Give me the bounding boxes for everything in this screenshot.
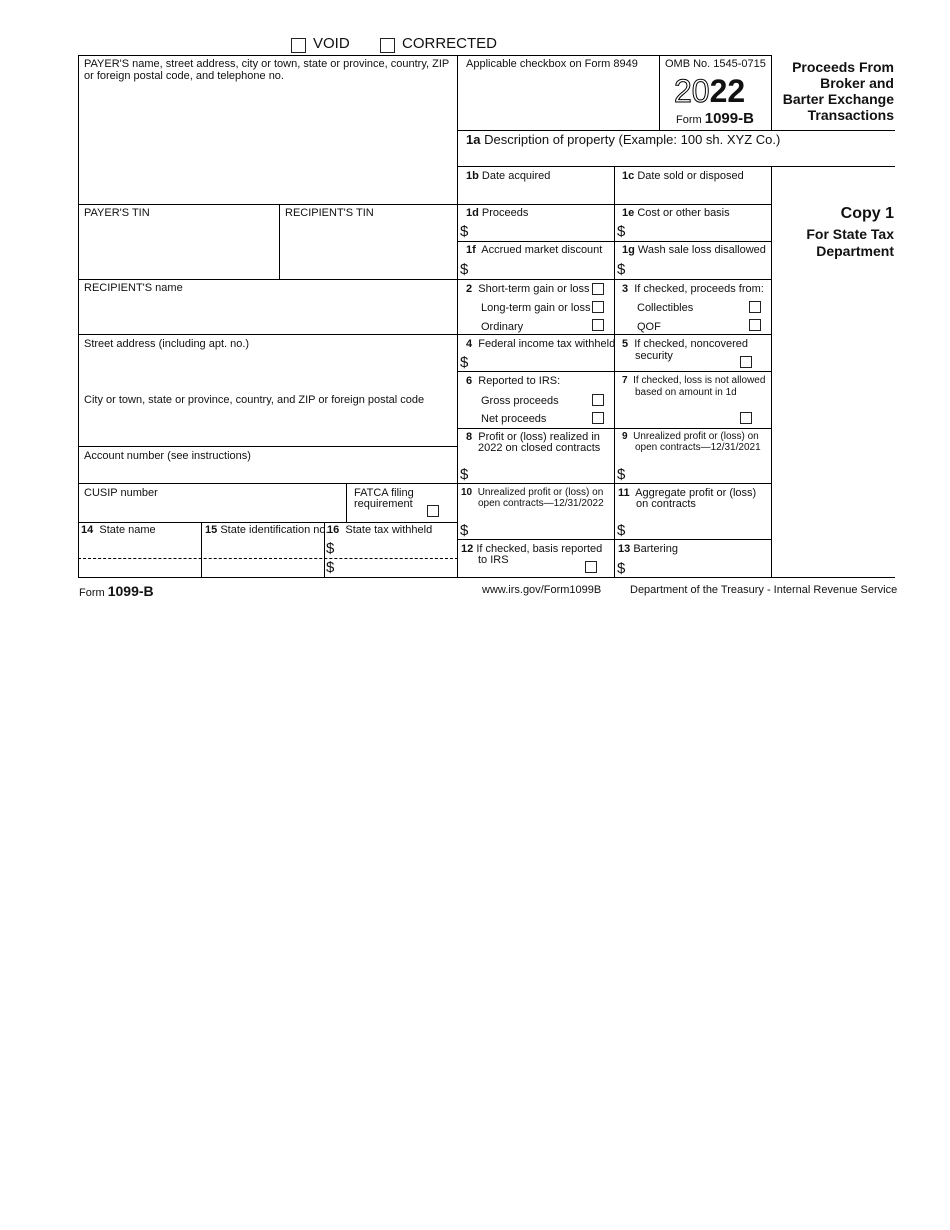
box3-collectibles-checkbox[interactable] (749, 301, 761, 313)
form-number-header: Form 1099-B (676, 110, 754, 127)
corrected-checkbox[interactable] (380, 38, 395, 53)
form-title-line3: Barter Exchange (782, 91, 894, 107)
box14-label: 14 State name (81, 524, 156, 536)
box1g-dollar: $ (617, 261, 626, 278)
box1c-label: 1c Date sold or disposed (622, 170, 744, 182)
tax-year: 2022 (674, 73, 746, 109)
footer-department: Department of the Treasury - Internal Revenue Service (630, 584, 898, 596)
box5-checkbox[interactable] (740, 356, 752, 368)
box1d-dollar: $ (460, 223, 469, 240)
footer-url: www.irs.gov/Form1099B (482, 584, 602, 596)
box13-label: 13 Bartering (618, 543, 678, 555)
payer-name-address-label: PAYER'S name, street address, city or town, state or province, country, ZIP or foreign postal code, and telephone no. (84, 58, 450, 82)
box2-ordinary-checkbox[interactable] (592, 319, 604, 331)
box11-label: 11 Aggregate profit or (loss) (618, 487, 757, 499)
box16-label: 16 State tax withheld (327, 524, 433, 536)
box13-dollar: $ (617, 560, 626, 577)
box4-label: 4 Federal income tax withheld (466, 338, 616, 350)
box9-label: 9 Unrealized profit or (loss) on (622, 431, 759, 442)
box6-net-label: Net proceeds (481, 413, 547, 425)
box10-label: 10 Unrealized profit or (loss) on (461, 487, 604, 498)
recipient-name-label: RECIPIENT'S name (84, 282, 183, 294)
box8-label-line2: 2022 on closed contracts (478, 442, 601, 454)
fatca-label-line2: requirement (354, 498, 413, 510)
box10-dollar: $ (460, 522, 469, 539)
box7-checkbox[interactable] (740, 412, 752, 424)
recipient-tin-label: RECIPIENT'S TIN (285, 207, 374, 219)
box2-long-term-label: Long-term gain or loss (481, 302, 591, 314)
city-state-zip-label: City or town, state or province, country, and ZIP or foreign postal code (84, 394, 425, 406)
form-title-line1: Proceeds From (792, 59, 894, 75)
form-title-line4: Transactions (807, 107, 894, 123)
corrected-label: CORRECTED (402, 35, 498, 52)
copy-line1: For State Tax (806, 226, 894, 242)
box4-dollar: $ (460, 354, 469, 371)
box2-short-term-checkbox[interactable] (592, 283, 604, 295)
box1d-label: 1d Proceeds (466, 207, 529, 219)
box1g-label: 1g Wash sale loss disallowed (622, 244, 766, 256)
account-number-label: Account number (see instructions) (84, 450, 251, 462)
street-address-label: Street address (including apt. no.) (84, 338, 250, 350)
void-checkbox[interactable] (291, 38, 306, 53)
box15-label: 15 State identification no. (205, 524, 329, 536)
box16-dollar-2: $ (326, 559, 335, 576)
box3-collectibles-label: Collectibles (637, 302, 694, 314)
box7-label: 7 If checked, loss is not allowed (622, 375, 766, 386)
box12-label-line2: to IRS (478, 554, 509, 566)
box2-short-term-label: 2 Short-term gain or loss (466, 283, 590, 295)
box16-dollar-1: $ (326, 540, 335, 557)
fatca-label-line1: FATCA filing (354, 487, 414, 499)
copy-title: Copy 1 (840, 205, 894, 222)
payer-tin-label: PAYER'S TIN (84, 207, 150, 219)
box1e-dollar: $ (617, 223, 626, 240)
box5-label: 5 If checked, noncovered (622, 338, 748, 350)
box11-label-line2: on contracts (636, 498, 696, 510)
copy-line2: Department (816, 243, 894, 259)
box9-dollar: $ (617, 466, 626, 483)
box6-net-checkbox[interactable] (592, 412, 604, 424)
box2-long-term-checkbox[interactable] (592, 301, 604, 313)
box8-dollar: $ (460, 466, 469, 483)
footer-form-number: Form 1099-B (79, 583, 154, 599)
box10-label-line2: open contracts—12/31/2022 (478, 498, 604, 509)
box6-gross-checkbox[interactable] (592, 394, 604, 406)
form-title (774, 59, 894, 123)
box3-label: 3 If checked, proceeds from: (622, 283, 764, 295)
box1f-label: 1f Accrued market discount (466, 244, 603, 256)
box1f-dollar: $ (460, 261, 469, 278)
form-title-line2: Broker and (820, 75, 894, 91)
box12-label: 12 If checked, basis reported (461, 543, 603, 555)
box3-qof-label: QOF (637, 321, 661, 333)
void-label: VOID (313, 35, 350, 52)
box5-label-line2: security (635, 350, 673, 362)
form-8949-checkbox-label: Applicable checkbox on Form 8949 (466, 58, 638, 70)
box9-label-line2: open contracts—12/31/2021 (635, 442, 761, 453)
box1b-label: 1b Date acquired (466, 170, 551, 182)
box11-dollar: $ (617, 522, 626, 539)
box7-label-line2: based on amount in 1d (635, 387, 737, 398)
box12-checkbox[interactable] (585, 561, 597, 573)
omb-number: OMB No. 1545-0715 (665, 58, 766, 70)
box6-gross-label: Gross proceeds (481, 395, 559, 407)
box8-label: 8 Profit or (loss) realized in (466, 431, 600, 443)
fatca-checkbox[interactable] (427, 505, 439, 517)
box1e-label: 1e Cost or other basis (622, 207, 730, 219)
box3-qof-checkbox[interactable] (749, 319, 761, 331)
box1a-label: 1a Description of property (Example: 100 sh. XYZ Co.) (466, 132, 781, 147)
box6-label: 6 Reported to IRS: (466, 375, 561, 387)
cusip-label: CUSIP number (84, 487, 158, 499)
box2-ordinary-label: Ordinary (481, 321, 524, 333)
